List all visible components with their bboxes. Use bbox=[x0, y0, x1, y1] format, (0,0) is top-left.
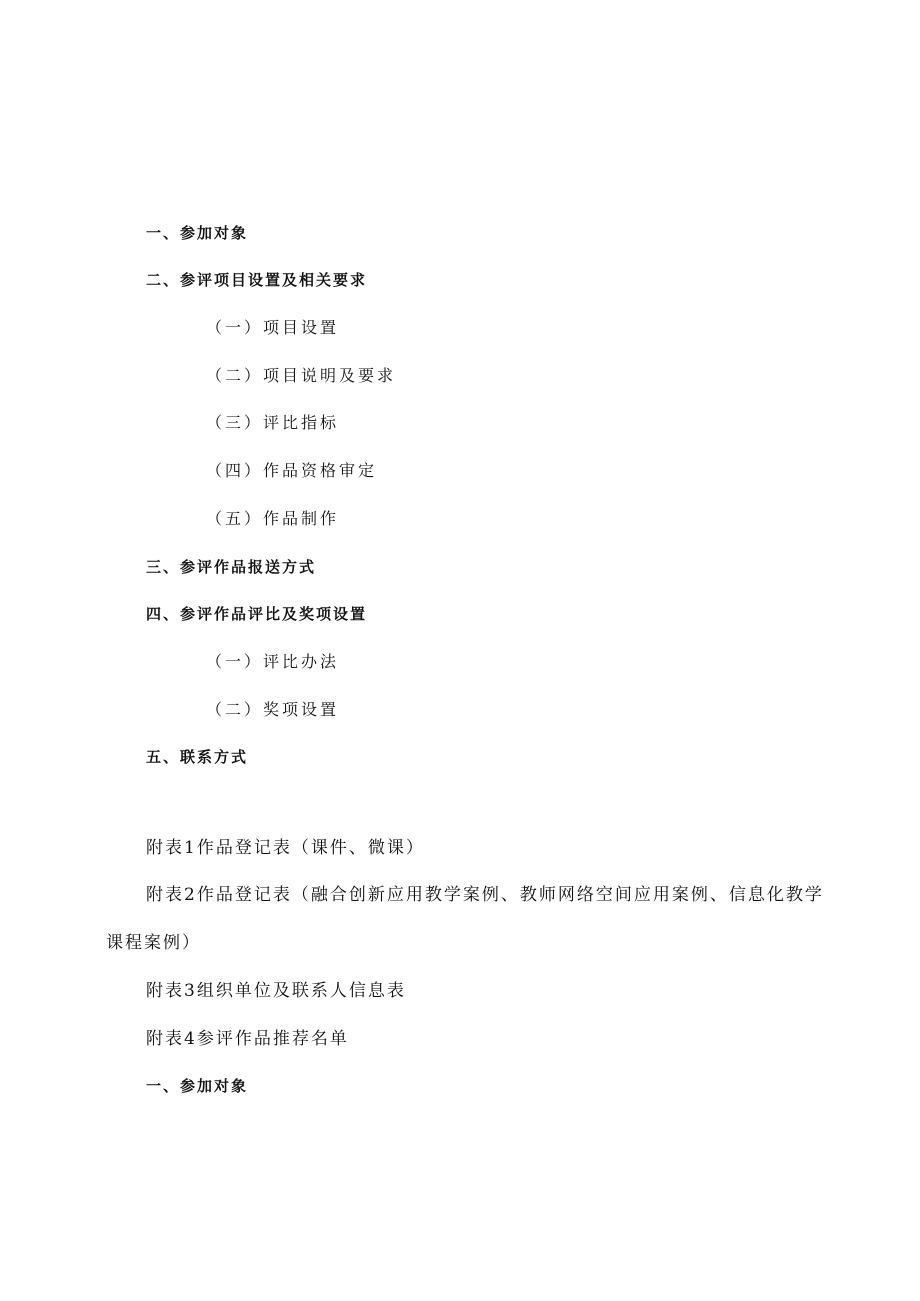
outline-item-5: 五、联系方式 bbox=[146, 748, 249, 766]
outline-item-4: 四、参评作品评比及奖项设置 bbox=[146, 605, 368, 623]
outline-subitem-2-3: （三）评比指标 bbox=[206, 413, 340, 432]
outline-subitem-2-5: （五）作品制作 bbox=[206, 509, 340, 528]
attachment-2-line-1: 附表2作品登记表（融合创新应用教学案例、教师网络空间应用案例、信息化教学 bbox=[146, 885, 824, 905]
attachment-2-line-2: 课程案例） bbox=[106, 933, 201, 953]
attachment-1: 附表1作品登记表（课件、微课） bbox=[146, 838, 425, 858]
attachment-4: 附表4参评作品推荐名单 bbox=[146, 1029, 349, 1049]
outline-item-3: 三、参评作品报送方式 bbox=[146, 558, 317, 576]
outline-subitem-2-2: （二）项目说明及要求 bbox=[206, 366, 397, 385]
outline-subitem-2-4: （四）作品资格审定 bbox=[206, 461, 378, 480]
outline-item-2: 二、参评项目设置及相关要求 bbox=[146, 271, 368, 289]
section-heading: 一、参加对象 bbox=[146, 1077, 249, 1095]
outline-item-1: 一、参加对象 bbox=[146, 224, 249, 242]
outline-subitem-4-1: （一）评比办法 bbox=[206, 652, 340, 671]
attachment-3: 附表3组织单位及联系人信息表 bbox=[146, 981, 406, 1001]
outline-subitem-2-1: （一）项目设置 bbox=[206, 318, 340, 337]
outline-subitem-4-2: （二）奖项设置 bbox=[206, 700, 340, 719]
